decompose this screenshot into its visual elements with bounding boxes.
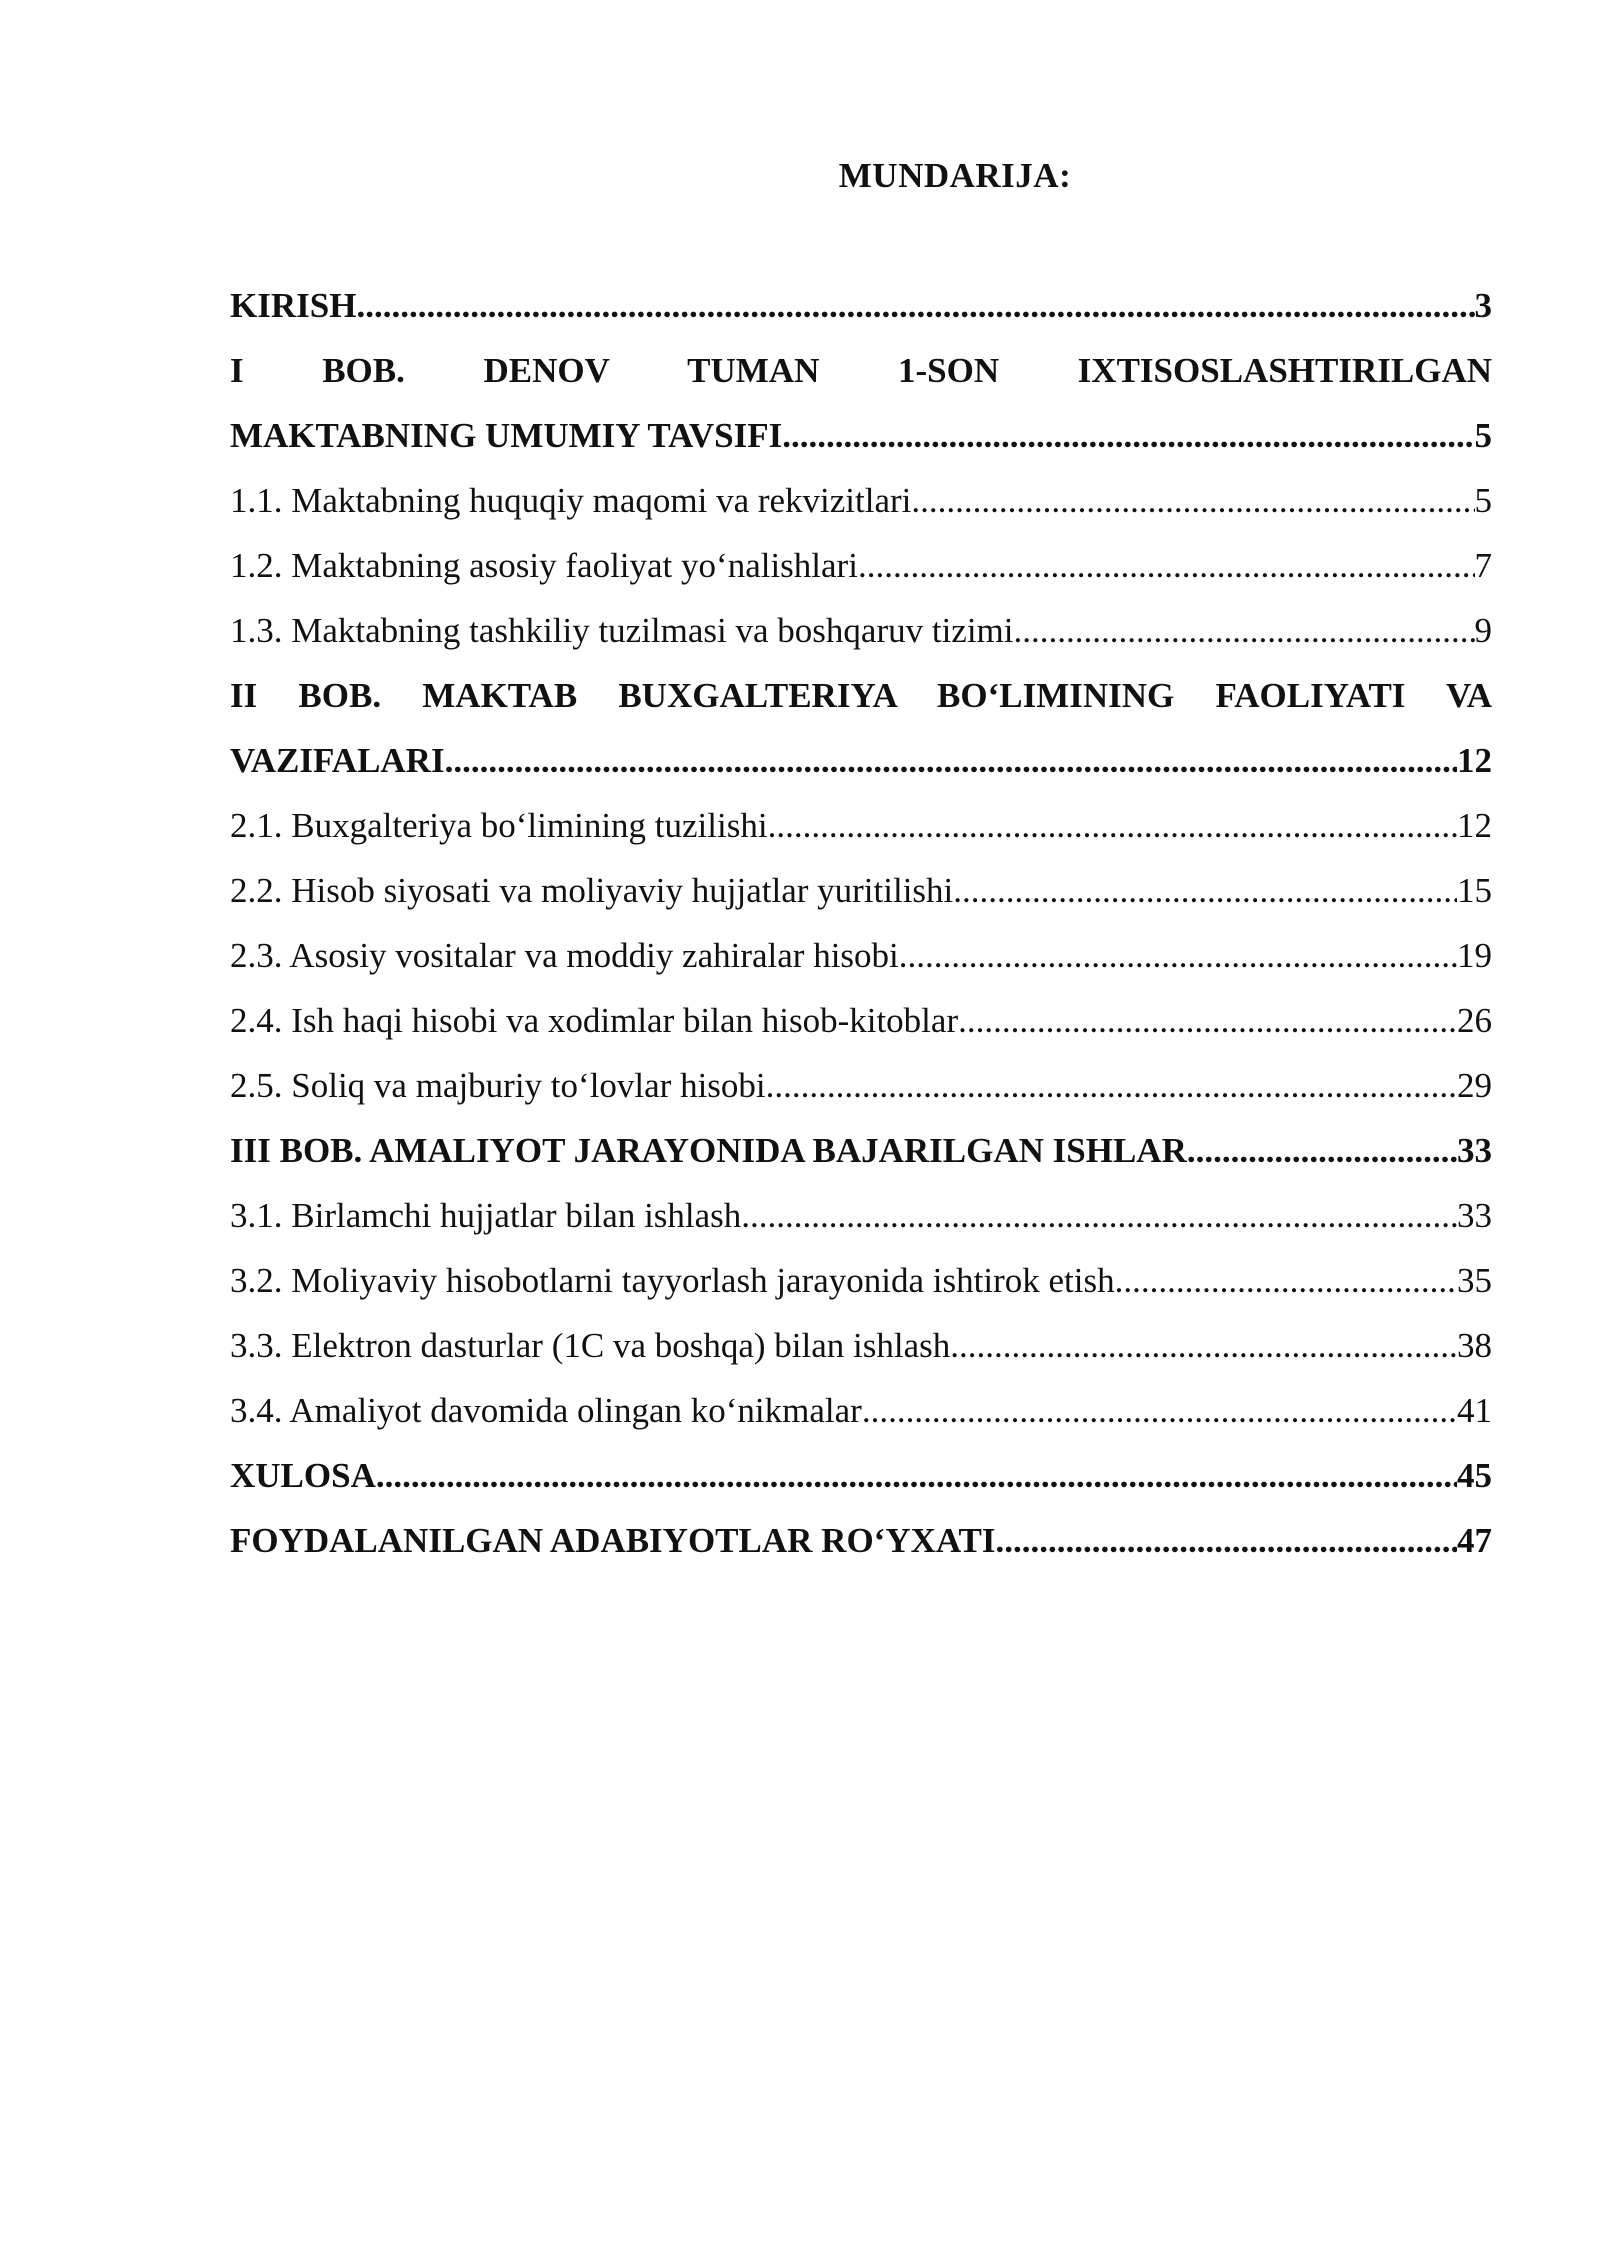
toc-page-number: 35	[1457, 1261, 1492, 1300]
toc-entry-2-3[interactable]	[230, 932, 1492, 997]
dot-leader	[1187, 1127, 1457, 1175]
toc-page-number: 26	[1457, 1001, 1492, 1040]
dot-leader	[862, 1387, 1457, 1435]
toc-entry-chapter-2-continued[interactable]	[230, 737, 1492, 802]
toc-entry-label: 1.3. Maktabning tashkiliy tuzilmasi va boshqaruv tizimi	[230, 611, 1014, 650]
toc-page-number: 41	[1457, 1391, 1492, 1430]
toc-page-number: 47	[1457, 1521, 1492, 1560]
toc-entry-label: I BOB. DENOV TUMAN 1-SON IXTISOSLASHTIRILGAN	[230, 351, 1492, 390]
toc-entry-label: II BOB. MAKTAB BUXGALTERIYA BO‘LIMINING FAOLIYATI VA	[230, 676, 1492, 715]
toc-page-number: 45	[1457, 1456, 1492, 1495]
dot-leader	[1014, 607, 1475, 655]
toc-entry-label: XULOSA	[230, 1456, 376, 1495]
toc-entry-label: VAZIFALARI	[230, 741, 445, 780]
toc-page-number: 5	[1474, 481, 1492, 520]
toc-entry-chapter-1[interactable]	[230, 347, 1492, 412]
dot-leader	[950, 1322, 1457, 1370]
toc-entry-chapter-2[interactable]	[230, 672, 1492, 737]
toc-page-number: 5	[1474, 416, 1492, 455]
toc-page-number: 33	[1457, 1131, 1492, 1170]
dot-leader	[1115, 1257, 1457, 1305]
toc-entry-2-4[interactable]	[230, 997, 1492, 1062]
toc-page-number: 7	[1474, 546, 1492, 585]
toc-entry-label: 3.4. Amaliyot davomida olingan ko‘nikmalar	[230, 1391, 862, 1430]
toc-entry-label: 3.1. Birlamchi hujjatlar bilan ishlash	[230, 1196, 742, 1235]
toc-entry-label: 1.2. Maktabning asosiy faoliyat yo‘nalishlari	[230, 546, 858, 585]
toc-entry-1-1[interactable]	[230, 477, 1492, 542]
toc-entry-2-2[interactable]	[230, 867, 1492, 932]
toc-entry-label: KIRISH	[230, 286, 357, 325]
toc-entry-label: III BOB. AMALIYOT JARAYONIDA BAJARILGAN ISHLAR	[230, 1131, 1187, 1170]
toc-page-number: 3	[1474, 286, 1492, 325]
toc-page-number: 9	[1474, 611, 1492, 650]
toc-page-number: 33	[1457, 1196, 1492, 1235]
dot-leader	[899, 932, 1457, 980]
toc-entry-chapter-3[interactable]	[230, 1127, 1492, 1192]
toc-entry-3-1[interactable]	[230, 1192, 1492, 1257]
toc-page-number: 38	[1457, 1326, 1492, 1365]
dot-leader	[996, 1517, 1457, 1565]
toc-entry-label: 1.1. Maktabning huquqiy maqomi va rekvizitlari	[230, 481, 912, 520]
dot-leader	[958, 997, 1457, 1045]
dot-leader	[858, 542, 1475, 590]
toc-entry-references[interactable]	[230, 1517, 1492, 1582]
toc-entry-label: FOYDALANILGAN ADABIYOTLAR RO‘YXATI	[230, 1521, 996, 1560]
toc-page-number: 12	[1457, 741, 1492, 780]
page-title: MUNDARIJA:	[838, 156, 1072, 195]
dot-leader	[782, 412, 1474, 460]
toc-page-number: 12	[1457, 806, 1492, 845]
toc-entry-kirish[interactable]	[230, 282, 1492, 347]
toc-page-number: 19	[1457, 936, 1492, 975]
toc-page-number: 29	[1457, 1066, 1492, 1105]
toc-entry-chapter-1-continued[interactable]	[230, 412, 1492, 477]
toc-entry-3-4[interactable]	[230, 1387, 1492, 1452]
toc-entry-label: 2.1. Buxgalteriya bo‘limining tuzilishi	[230, 806, 768, 845]
dot-leader	[768, 802, 1457, 850]
dot-leader	[911, 477, 1474, 525]
dot-leader	[741, 1192, 1457, 1240]
toc-entry-2-5[interactable]	[230, 1062, 1492, 1127]
toc-entry-3-3[interactable]	[230, 1322, 1492, 1387]
toc-entry-label: 3.3. Elektron dasturlar (1C va boshqa) bilan ishlash	[230, 1326, 951, 1365]
dot-leader	[376, 1452, 1457, 1500]
toc-entry-label: 2.4. Ish haqi hisobi va xodimlar bilan hisob-kitoblar	[230, 1001, 959, 1040]
toc-entry-label: 2.5. Soliq va majburiy to‘lovlar hisobi	[230, 1066, 766, 1105]
dot-leader	[356, 282, 1474, 330]
toc-entry-xulosa[interactable]	[230, 1452, 1492, 1517]
toc-entry-2-1[interactable]	[230, 802, 1492, 867]
table-of-contents	[230, 282, 1492, 1582]
toc-entry-3-2[interactable]	[230, 1257, 1492, 1322]
toc-entry-label: MAKTABNING UMUMIY TAVSIFI	[230, 416, 783, 455]
dot-leader	[953, 867, 1457, 915]
toc-entry-label: 2.2. Hisob siyosati va moliyaviy hujjatlar yuritilishi	[230, 871, 954, 910]
dot-leader	[445, 737, 1457, 785]
dot-leader	[766, 1062, 1457, 1110]
toc-entry-1-3[interactable]	[230, 607, 1492, 672]
toc-entry-label: 2.3. Asosiy vositalar va moddiy zahiralar hisobi	[230, 936, 899, 975]
toc-entry-label: 3.2. Moliyaviy hisobotlarni tayyorlash jarayonida ishtirok etish	[230, 1261, 1115, 1300]
toc-page-number: 15	[1457, 871, 1492, 910]
toc-entry-1-2[interactable]	[230, 542, 1492, 607]
